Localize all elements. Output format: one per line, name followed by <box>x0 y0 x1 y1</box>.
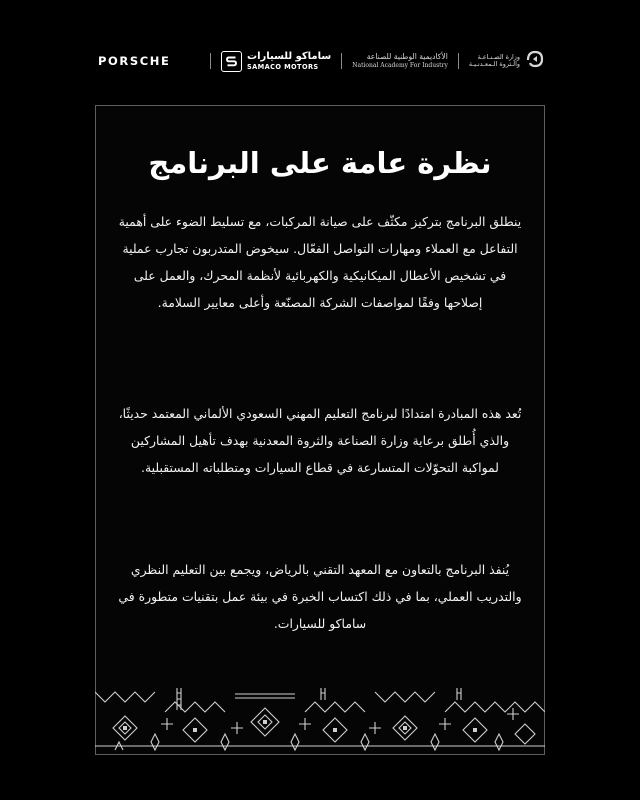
national-academy-logo <box>352 53 448 70</box>
overview-paragraph-3: يُنفذ البرنامج بالتعاون مع المعهد التقني بالرياض، ويجمع بين التعليم النظري والتدريب العملي، بما في ذلك اكتساب الخبرة في بيئة عمل بتقنيات متطورة في ساماكو للسيارات. <box>118 562 522 631</box>
logo-divider <box>341 53 342 69</box>
samaco-logo <box>221 51 331 72</box>
ministry-logo <box>469 48 546 74</box>
logo-divider <box>210 53 211 69</box>
porsche-logo: PORSCHE <box>98 54 171 68</box>
samaco-s-logo-icon <box>221 51 242 72</box>
logo-divider <box>458 53 459 69</box>
ministry-name-line-1: وزارة الصـنـاعـة <box>477 53 520 62</box>
ministry-emblem-icon <box>524 48 546 74</box>
sadu-pattern-decoration <box>95 684 545 754</box>
page-title: نظرة عامة على البرنامج <box>148 146 492 180</box>
ministry-name-line-2: والـثروة الـمعـدنـيـة <box>468 60 520 68</box>
partner-logos-bar <box>98 44 546 78</box>
academy-english-name: National Academy For Industry <box>352 62 448 70</box>
academy-arabic-name: الأكاديمية الوطنية للصناعة <box>366 51 448 61</box>
samaco-english-name: SAMACO MOTORS <box>247 62 319 71</box>
samaco-arabic-name: ساماكو للسيارات <box>247 50 332 62</box>
overview-paragraph-2: تُعد هذه المبادرة امتدادًا لبرنامج التعليم المهني السعودي الألماني المعتمد حديثًا، والذي أُطلق برعاية وزارة الصناعة والثروة المعدنية بهدف تأهيل المشاركين لمواكبة التحوّلات المتسارعة في قطاع السيارات ومتطلباته المستقبلية. <box>118 406 522 475</box>
overview-paragraph-1: ينطلق البرنامج بتركيز مكثّف على صيانة المركبات، مع تسليط الضوء على أهمية التفاعل مع العملاء ومهارات التواصل الفعّال. سيخوض المتدربون تجارب عملية في تشخيص الأعطال الميكانيكية والكهربائية لأنظمة المحرك، والعمل على إصلاحها وفقًا لمواصفات الشركة المصنّعة وأعلى معايير السلامة. <box>118 214 522 310</box>
